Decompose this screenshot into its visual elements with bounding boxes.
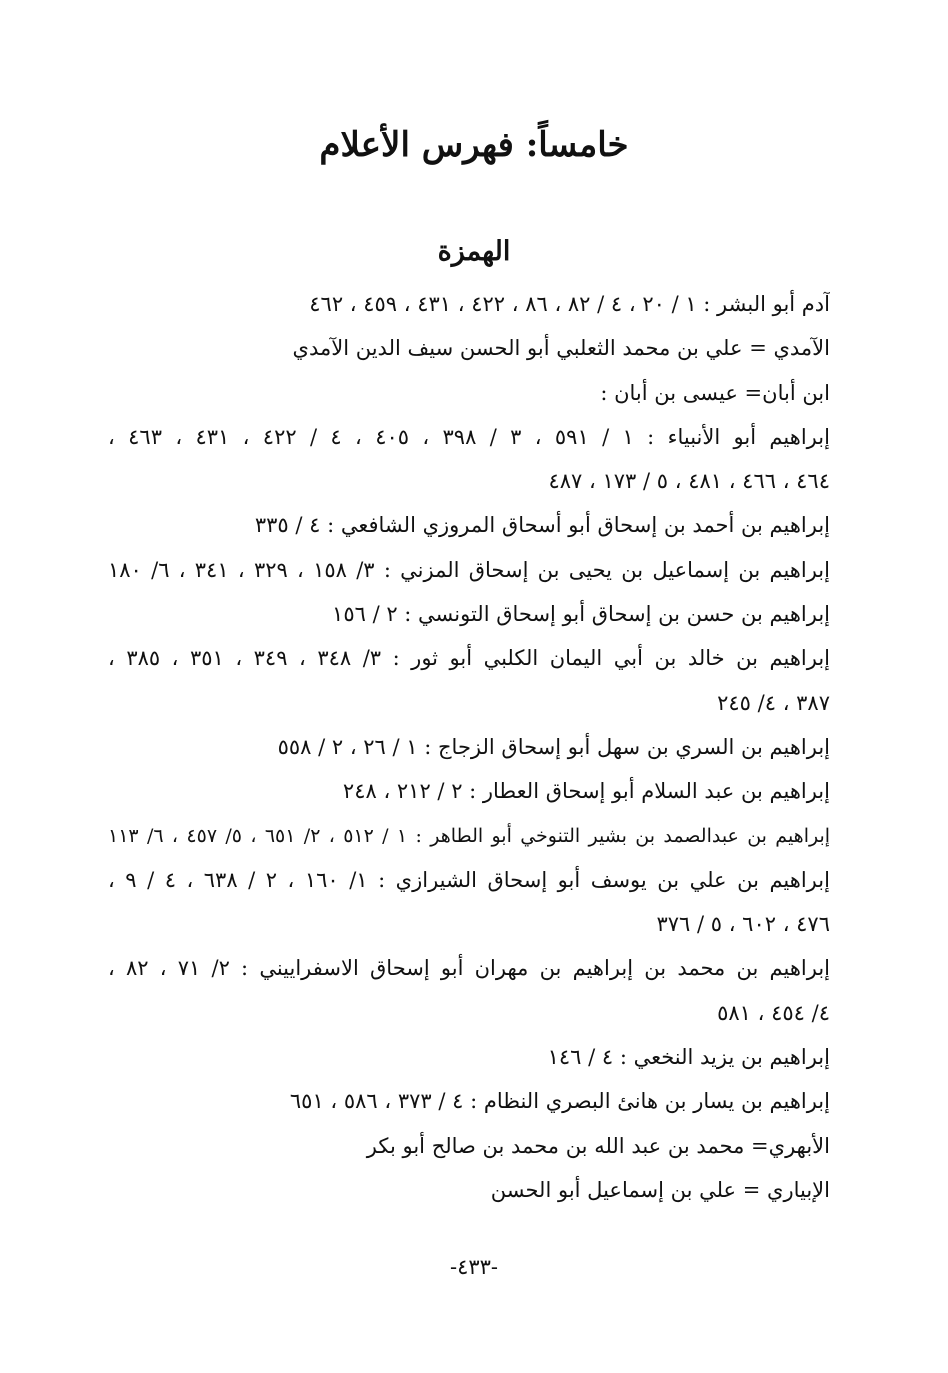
entry-line: ٤/ ٤٥٤ ، ٥٨١ (717, 1000, 830, 1025)
entry-line: إبراهيم بن يزيد النخعي : ٤ / ١٤٦ (547, 1045, 830, 1070)
entry-line: إبراهيم أبو الأنبياء : ١ / ٥٩١ ، ٣ / ٣٩٨ ، ٤٠٥ ، ٤ / ٤٢٢ ، ٤٣١ ، ٤٦٣ ، (108, 424, 830, 449)
entry-line: إبراهيم بن عبد السلام أبو إسحاق العطار : ٢ / ٢١٢ ، ٢٤٨ (342, 779, 830, 804)
letter-heading: الهمزة (437, 236, 511, 267)
index-entry (108, 1079, 830, 1123)
index-entry (108, 946, 830, 1035)
index-entry (108, 1035, 830, 1079)
entry-line: ٣٨٧ ، ٤/ ٢٤٥ (717, 690, 830, 715)
entry-line: إبراهيم بن يسار بن هانئ البصري النظام : ٤ / ٣٧٣ ، ٥٨٦ ، ٦٥١ (289, 1089, 830, 1114)
index-entry (108, 814, 830, 858)
index-entry (108, 725, 830, 769)
index-entry (108, 592, 830, 636)
index-entry (108, 548, 830, 592)
index-entry (108, 415, 830, 504)
entry-line: إبراهيم بن إسماعيل بن يحيى بن إسحاق المزني : ٣/ ١٥٨ ، ٣٢٩ ، ٣٤١ ، ٦/ ١٨٠ (108, 557, 830, 582)
index-entry (108, 282, 830, 326)
entry-line: آدم أبو البشر : ١ / ٢٠ ، ٤ / ٨٢ ، ٨٦ ، ٤٢٢ ، ٤٣١ ، ٤٥٩ ، ٤٦٢ (309, 292, 830, 316)
entry-line: إبراهيم بن السري بن سهل أبو إسحاق الزجاج : ١ / ٢٦ ، ٢ / ٥٥٨ (277, 734, 830, 759)
entry-line: ٤٦٤ ، ٤٦٦ ، ٤٨١ ، ٥ / ١٧٣ ، ٤٨٧ (548, 469, 830, 494)
entry-line: الإبياري = علي بن إسماعيل أبو الحسن (490, 1177, 830, 1202)
index-entries (108, 282, 830, 1212)
entry-line: إبراهيم بن محمد بن إبراهيم بن مهران أبو إسحاق الاسفراييني : ٢/ ٧١ ، ٨٢ ، (108, 956, 830, 981)
entry-line: الأبهري= محمد بن عبد الله بن محمد بن صالح أبو بكر (366, 1133, 830, 1158)
entry-line: إبراهيم بن حسن بن إسحاق أبو إسحاق التونسي : ٢ / ١٥٦ (332, 602, 830, 627)
index-entry (108, 1168, 830, 1212)
section-title: خامساً: فهرس الأعلام (319, 125, 629, 165)
index-entry (108, 636, 830, 725)
entry-line: ٤٧٦ ، ٦٠٢ ، ٥ / ٣٧٦ (656, 912, 830, 937)
index-entry (108, 858, 830, 947)
entry-line: إبراهيم بن أحمد بن إسحاق أبو أسحاق المروزي الشافعي : ٤ / ٣٣٥ (254, 513, 830, 538)
index-entry (108, 371, 830, 415)
entry-line: ابن أبان= عيسى بن أبان : (600, 380, 830, 405)
entry-line: إبراهيم بن عبدالصمد بن بشير التنوخي أبو الطاهر : ١ / ٥١٢ ، ٢/ ٦٥١ ، ٥/ ٤٥٧ ، ٦/ ١١٣ (108, 824, 830, 847)
entry-line: إبراهيم بن علي بن يوسف أبو إسحاق الشيرازي : ١/ ١٦٠ ، ٢ / ٦٣٨ ، ٤ / ٩ ، (108, 867, 830, 892)
index-entry (108, 1124, 830, 1168)
entry-line: الآمدي = علي بن محمد الثعلبي أبو الحسن سيف الدين الآمدي (292, 336, 830, 361)
index-entry (108, 326, 830, 370)
index-entry (108, 503, 830, 547)
page-number: -٤٣٣- (449, 1255, 499, 1279)
index-entry (108, 769, 830, 813)
entry-line: إبراهيم بن خالد بن أبي اليمان الكلبي أبو ثور : ٣/ ٣٤٨ ، ٣٤٩ ، ٣٥١ ، ٣٨٥ ، (108, 646, 830, 671)
